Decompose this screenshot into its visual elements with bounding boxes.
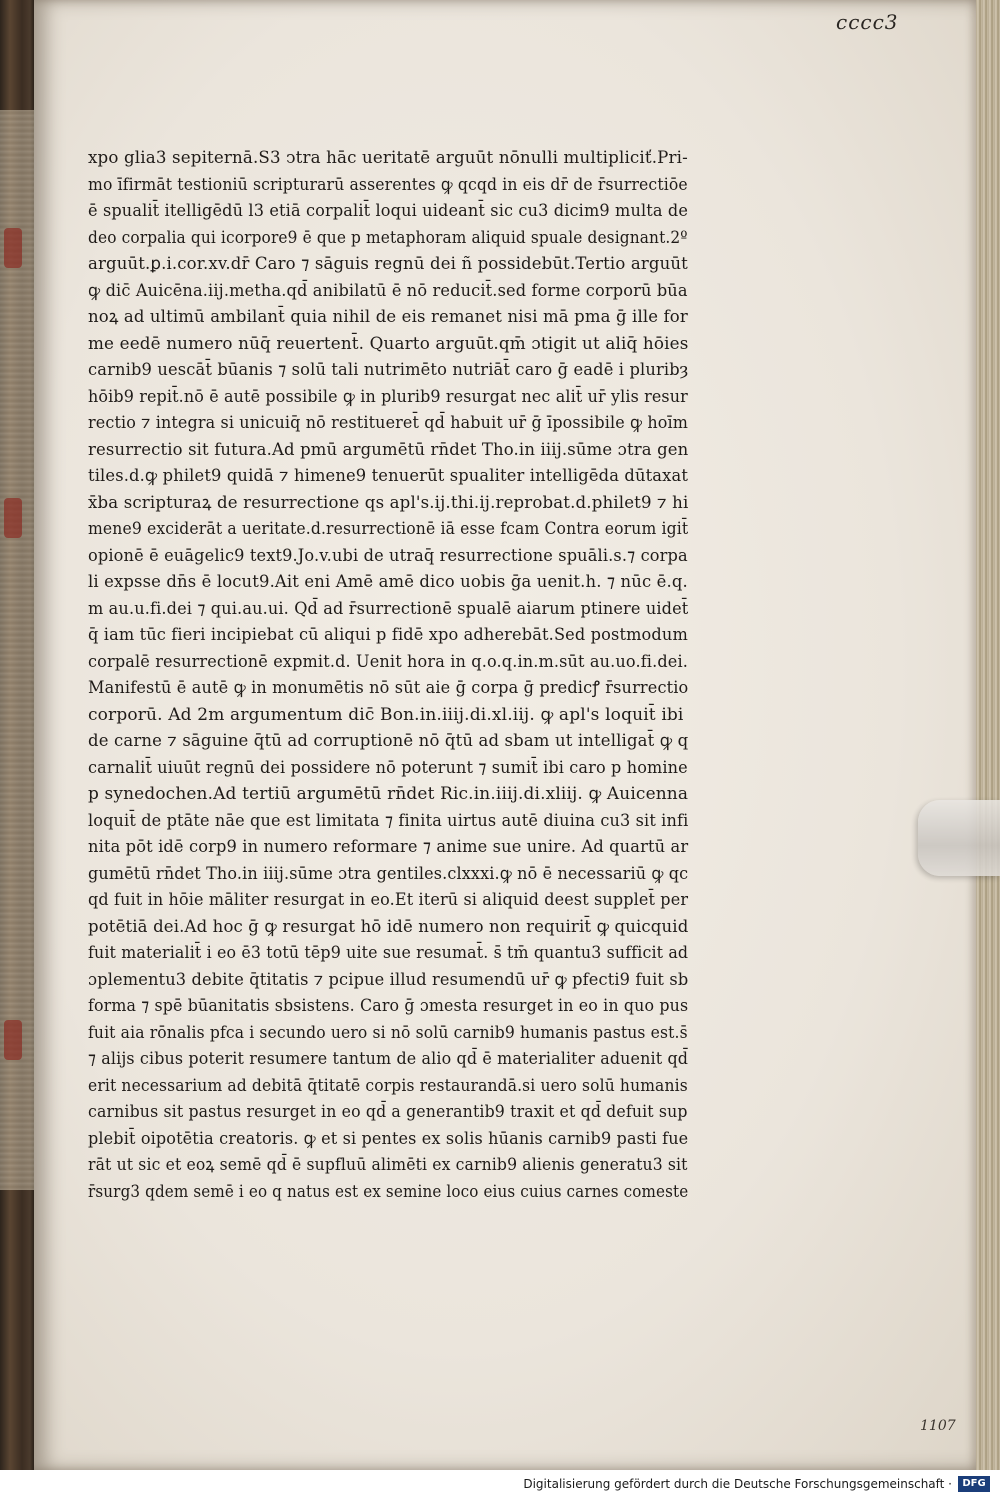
text-line: rāt ut sic et eoꝝ semē qd̄ ē supfluū alimēti ex carnib9 alienis generatu3 sit — [88, 1155, 688, 1175]
rubric-mark — [4, 1020, 22, 1060]
text-line: erit necessarium ad debitā q̄titatē corpis restaurandā.si uero solū humanis — [88, 1075, 688, 1096]
text-line: ⁊ alijs cibus poterit resumere tantum de alio qd̄ ē materialiter aduenit qd̄ — [88, 1049, 689, 1069]
text-line: fuit aia rōnalis pfca i secundo uero si nō solū carnib9 humanis pastus est.s̄ — [88, 1022, 688, 1043]
text-line: loquit̄ de ptāte nāe que est limitata ⁊ finita uirtus autē diuina cu3 sit infi — [88, 810, 689, 831]
text-line: corporū. Ad 2m argumentum dic̄ Bon.in.iiij.di.xl.iij. ꝙ apl's loquit̄ ibi — [88, 704, 684, 725]
rubric-mark — [4, 228, 22, 268]
text-line: me eedē numero nūq̄ reuertent̄. Quarto arguūt.qm̄ ɔtigit ut aliq̄ hōies — [88, 333, 689, 354]
text-line: r̄surg3 qdem semē i eo q natus est ex semine loco eius cuius carnes comeste — [88, 1181, 689, 1202]
dfg-logo-icon: DFG — [958, 1476, 990, 1492]
text-line: carnibus sit pastus resurget in eo qd̄ a generantib9 traxit et qd̄ defuit sup — [88, 1102, 688, 1122]
text-line: arguūt.ꝑ.i.cor.xv.dr̄ Caro ⁊ sāguis regnū dei ñ possidebūt.Tertio arguūt — [88, 254, 688, 274]
text-line: mo īfirmāt testioniū scripturarū asserentes ꝙ qcqd in eis dr̄ de r̄surrectiōe — [88, 174, 688, 195]
text-line: mene9 exciderāt a ueritate.d.resurrectionē iā esse fcam Contra eorum igit̄ — [88, 519, 689, 539]
text-line: nita pōt idē corp9 in numero reformare ⁊ anime sue unire. Ad quartū ar — [88, 837, 689, 857]
text-line: carnib9 uescāt̄ būanis ⁊ solū tali nutrimēto nutriāt̄ caro ḡ eadē i pluribȝ — [88, 360, 689, 380]
text-line: plebit̄ oipotētia creatoris. ꝙ et si pentes ex solis hūanis carnib9 pasti fue — [88, 1128, 689, 1149]
text-line: deo corpalia qui icorpore9 ē que p metaphoram aliquid spuale designant.2º — [88, 227, 688, 248]
footer-bar — [0, 1470, 1000, 1498]
text-line: ɔplementu3 debite q̄titatis ⁊ pcipue illud resumendū ur̄ ꝙ pfecti9 fuit sb — [88, 969, 689, 990]
text-line: carnalit̄ uiuūt regnū dei possidere nō poterunt ⁊ sumit̄ ibi caro p homine — [88, 757, 688, 778]
text-line: ꝙ dic̄ Auicēna.iij.metha.qd̄ anibilatū ē nō reducit̄.sed forme corporū būa — [88, 280, 688, 301]
text-line: fuit materialit̄ i eo ē3 totū tēp9 uite sue resumat̄. s̄ tm̄ quantu3 sufficit ad — [88, 943, 689, 963]
text-line: Manifestū ē autē ꝙ in monumētis nō sūt aie ḡ corpa ḡ predicꝭ r̄surrectio — [88, 678, 689, 698]
text-line: gumētū rn̄det Tho.in iiij.sūme ɔtra gentiles.clxxxi.ꝙ nō ē necessariū ꝙ qc — [88, 863, 689, 884]
rubric-mark — [4, 498, 22, 538]
text-line: rectio ⁊ integra si unicuiq̄ nō restitueret̄ qd̄ habuit ur̄ ḡ īpossibile ꝙ hoīm — [88, 413, 689, 433]
text-line: p synedochen.Ad tertiū argumētū rn̄det Ric.in.iiij.di.xliij. ꝙ Auicenna — [88, 784, 689, 804]
text-line: q̄ iam tūc fieri incipiebat cū aliqui p fidē xpo adherebāt.Sed postmodum — [88, 625, 688, 645]
text-line: resurrectio sit futura.Ad pmū argumētū rn̄det Tho.in iiij.sūme ɔtra gen — [88, 439, 689, 460]
text-line: m au.u.fi.dei ⁊ qui.au.ui. Qd̄ ad r̄surrectionē spualē aiarum ptinere uidet̄ — [88, 598, 689, 619]
text-line: tiles.d.ꝙ philet9 quidā ⁊ himene9 tenuerūt spualiter intelligēda dūtaxat — [88, 466, 689, 486]
text-line: corpalē resurrectionē expmit.d. Uenit hora in q.o.q.in.m.sūt au.uo.fi.dei. — [88, 651, 688, 672]
text-line: noꝝ ad ultimū ambilant̄ quia nihil de eis remanet nisi mā pma ḡ ille for — [88, 307, 688, 327]
text-line: li expsse dn̄s ē locut9.Ait eni Amē amē dico uobis ḡa uenit.h. ⁊ nūc ē.q. — [88, 572, 688, 592]
page-fore-edge — [976, 0, 1000, 1470]
text-line: x̄ba scripturaꝝ de resurrectione qs apl's.ij.thi.ij.reprobat.d.philet9 ⁊ hi — [88, 492, 689, 513]
text-line: opionē ē euāgelic9 text9.Jo.v.ubi de utraq̄ resurrectione spuāli.s.⁊ corpa — [88, 545, 688, 566]
text-line: xpo glia3 sepiternā.S3 ↄtra hāc ueritatē arguūt nōnulli multipliciť.Pri- — [88, 148, 688, 168]
text-line: potētiā dei.Ad hoc ḡ ꝙ resurgat hō idē numero non requirit̄ ꝙ quicquid — [88, 916, 689, 937]
corner-mark: 1107 — [920, 1418, 956, 1434]
footer-credit: Digitalisierung gefördert durch die Deutsche Forschungsgemeinschaft · — [523, 1477, 952, 1491]
page-clip — [918, 800, 1000, 876]
text-line: ē spualit̄ itelligēdū l3 etiā corpalit̄ loqui uideant̄ sic cu3 dicim9 multa de — [88, 201, 689, 221]
text-line: qd fuit in hōie māliter resurgat in eo.Et iterū si aliquid deest supplet̄ per — [88, 890, 689, 910]
text-block — [88, 145, 688, 1205]
text-line: de carne ⁊ sāguine q̄tū ad corruptionē nō q̄tū ad sbam ut intelligat̄ ꝙ q — [88, 731, 689, 751]
text-line: hōib9 repit̄.nō ē autē possibile ꝙ in plurib9 resurgat nec alit̄ ur̄ ylis resur — [88, 386, 688, 407]
text-line: forma ⁊ spē būanitatis sbsistens. Caro ḡ ɔmesta resurget in eo in quo pus — [88, 996, 689, 1016]
folio-number: cccc3 — [836, 10, 899, 34]
